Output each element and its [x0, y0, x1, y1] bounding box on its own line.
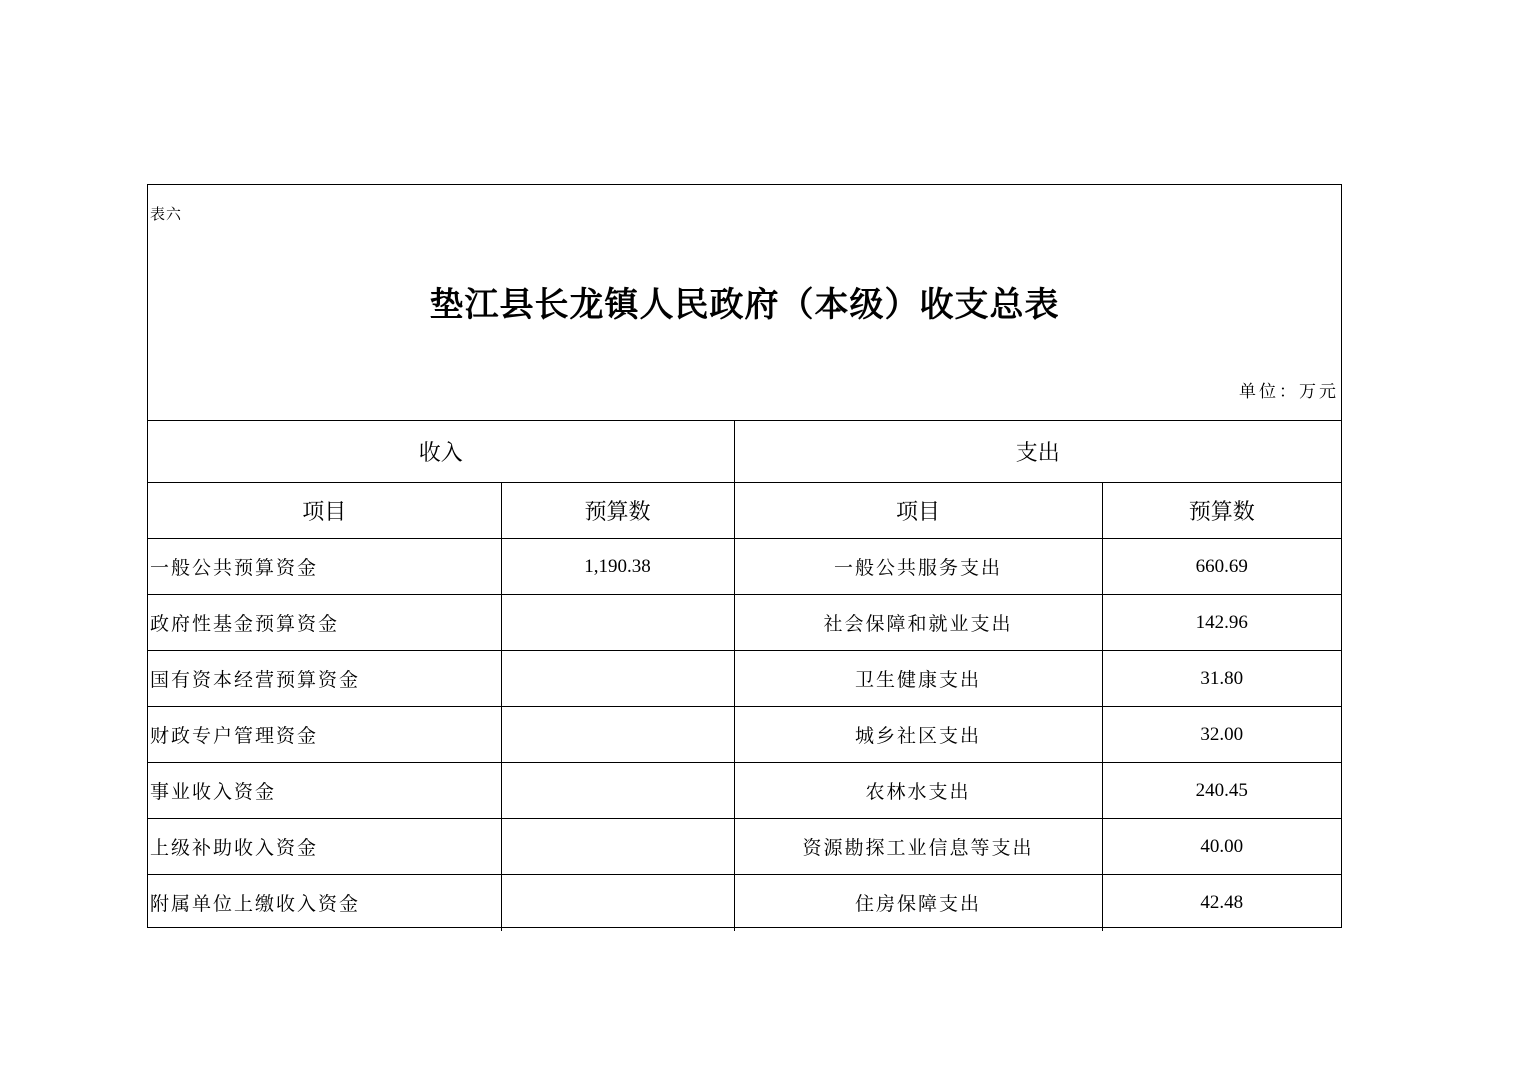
expense-amount-header: 预算数 [1102, 483, 1341, 539]
income-item-cell: 附属单位上缴收入资金 [148, 875, 501, 931]
expense-section-header: 支出 [734, 421, 1341, 483]
income-item-cell: 上级补助收入资金 [148, 819, 501, 875]
income-item-cell: 政府性基金预算资金 [148, 595, 501, 651]
expense-item-cell: 资源勘探工业信息等支出 [734, 819, 1102, 875]
income-item-cell: 国有资本经营预算资金 [148, 651, 501, 707]
expense-amount-cell: 40.00 [1102, 819, 1341, 875]
income-amount-cell [501, 819, 734, 875]
income-amount-cell [501, 595, 734, 651]
expense-item-cell: 卫生健康支出 [734, 651, 1102, 707]
expense-item-cell: 农林水支出 [734, 763, 1102, 819]
expense-amount-cell: 660.69 [1102, 539, 1341, 595]
income-item-cell: 事业收入资金 [148, 763, 501, 819]
income-amount-cell: 1,190.38 [501, 539, 734, 595]
income-section-header: 收入 [148, 421, 734, 483]
income-item-cell: 财政专户管理资金 [148, 707, 501, 763]
expense-item-header: 项目 [734, 483, 1102, 539]
expense-item-cell: 一般公共服务支出 [734, 539, 1102, 595]
income-item-header: 项目 [148, 483, 501, 539]
table-row [148, 651, 1341, 707]
income-amount-cell [501, 875, 734, 931]
table-row [148, 763, 1341, 819]
table-label: 表六 [150, 205, 183, 223]
expense-item-cell: 社会保障和就业支出 [734, 595, 1102, 651]
section-header-row [148, 421, 1341, 483]
income-amount-cell [501, 651, 734, 707]
table-row [148, 875, 1341, 931]
page-title: 垫江县长龙镇人民政府（本级）收支总表 [429, 285, 1060, 325]
income-amount-cell [501, 707, 734, 763]
expense-amount-cell: 42.48 [1102, 875, 1341, 931]
income-item-cell: 一般公共预算资金 [148, 539, 501, 595]
expense-item-cell: 住房保障支出 [734, 875, 1102, 931]
income-expense-table [148, 420, 1341, 931]
table-row [148, 595, 1341, 651]
table-row [148, 539, 1341, 595]
unit-label: 单位：万元 [1239, 382, 1339, 402]
expense-amount-cell: 32.00 [1102, 707, 1341, 763]
expense-amount-cell: 31.80 [1102, 651, 1341, 707]
expense-amount-cell: 240.45 [1102, 763, 1341, 819]
column-header-row [148, 483, 1341, 539]
expense-item-cell: 城乡社区支出 [734, 707, 1102, 763]
table-row [148, 819, 1341, 875]
table-row [148, 707, 1341, 763]
expense-amount-cell: 142.96 [1102, 595, 1341, 651]
budget-sheet [147, 184, 1342, 928]
income-amount-header: 预算数 [501, 483, 734, 539]
income-amount-cell [501, 763, 734, 819]
